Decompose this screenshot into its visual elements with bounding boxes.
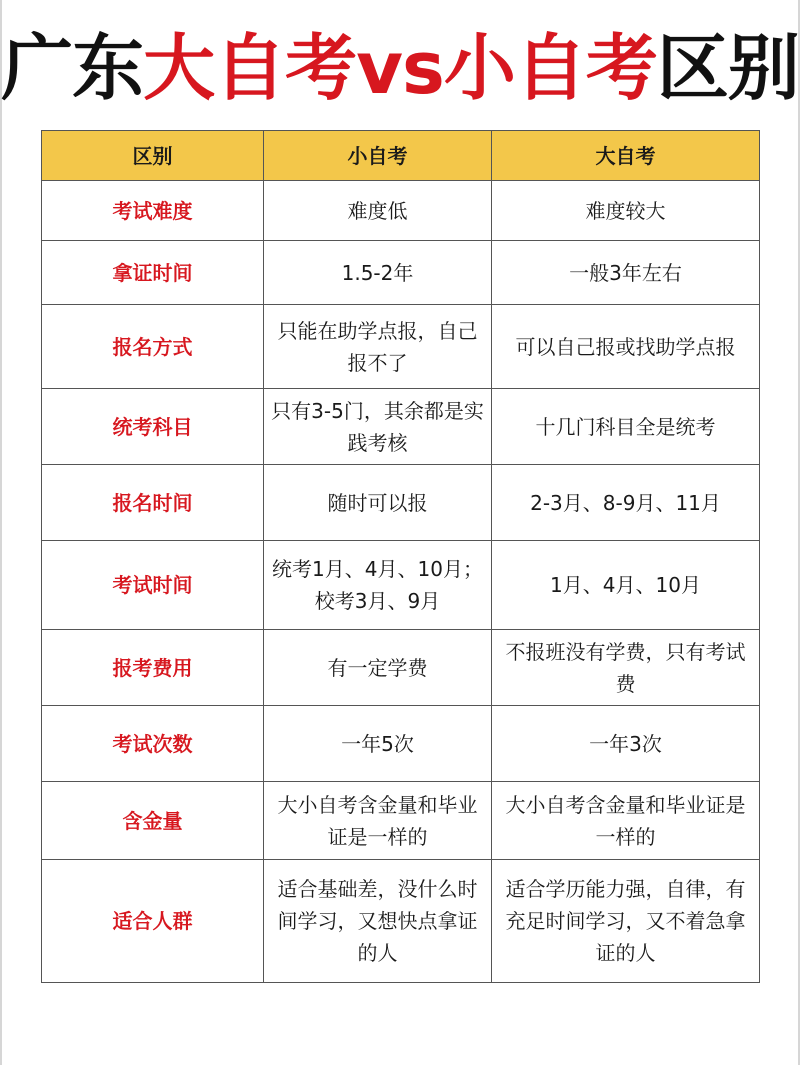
header-difference: 区别 <box>42 131 264 181</box>
small-exam-cell: 统考1月、4月、10月；校考3月、9月 <box>264 541 492 630</box>
big-exam-cell: 大小自考含金量和毕业证是一样的 <box>492 782 760 860</box>
small-exam-cell: 大小自考含金量和毕业证是一样的 <box>264 782 492 860</box>
page-border-left <box>0 0 2 1065</box>
big-exam-cell: 1月、4月、10月 <box>492 541 760 630</box>
big-exam-cell: 适合学历能力强，自律，有充足时间学习，又不着急拿证的人 <box>492 860 760 983</box>
row-label: 考试次数 <box>42 706 264 782</box>
small-exam-cell: 一年5次 <box>264 706 492 782</box>
title-highlight: 大自考vs小自考 <box>143 26 657 110</box>
table-header-row <box>42 131 760 181</box>
row-label: 考试难度 <box>42 181 264 241</box>
small-exam-cell: 难度低 <box>264 181 492 241</box>
row-label: 适合人群 <box>42 860 264 983</box>
big-exam-cell: 难度较大 <box>492 181 760 241</box>
title-suffix: 区别 <box>656 26 799 110</box>
row-label: 统考科目 <box>42 389 264 465</box>
table-row <box>42 241 760 305</box>
big-exam-cell: 可以自己报或找助学点报 <box>492 305 760 389</box>
small-exam-cell: 适合基础差，没什么时间学习，又想快点拿证的人 <box>264 860 492 983</box>
table-row <box>42 782 760 860</box>
row-label: 含金量 <box>42 782 264 860</box>
row-label: 考试时间 <box>42 541 264 630</box>
table-row <box>42 465 760 541</box>
big-exam-cell: 不报班没有学费，只有考试费 <box>492 630 760 706</box>
small-exam-cell: 随时可以报 <box>264 465 492 541</box>
row-label: 报名时间 <box>42 465 264 541</box>
small-exam-cell: 有一定学费 <box>264 630 492 706</box>
small-exam-cell: 只能在助学点报，自己报不了 <box>264 305 492 389</box>
table-row <box>42 630 760 706</box>
header-big-exam: 大自考 <box>492 131 760 181</box>
big-exam-cell: 2-3月、8-9月、11月 <box>492 465 760 541</box>
row-label: 拿证时间 <box>42 241 264 305</box>
comparison-table <box>41 130 760 983</box>
table-row <box>42 860 760 983</box>
row-label: 报名方式 <box>42 305 264 389</box>
big-exam-cell: 一年3次 <box>492 706 760 782</box>
page-title <box>0 20 800 116</box>
table-row <box>42 706 760 782</box>
small-exam-cell: 1.5-2年 <box>264 241 492 305</box>
table-row <box>42 305 760 389</box>
table-row <box>42 181 760 241</box>
header-small-exam: 小自考 <box>264 131 492 181</box>
title-region: 广东 <box>1 26 144 110</box>
table-row <box>42 389 760 465</box>
small-exam-cell: 只有3-5门，其余都是实践考核 <box>264 389 492 465</box>
row-label: 报考费用 <box>42 630 264 706</box>
big-exam-cell: 十几门科目全是统考 <box>492 389 760 465</box>
table-row <box>42 541 760 630</box>
big-exam-cell: 一般3年左右 <box>492 241 760 305</box>
